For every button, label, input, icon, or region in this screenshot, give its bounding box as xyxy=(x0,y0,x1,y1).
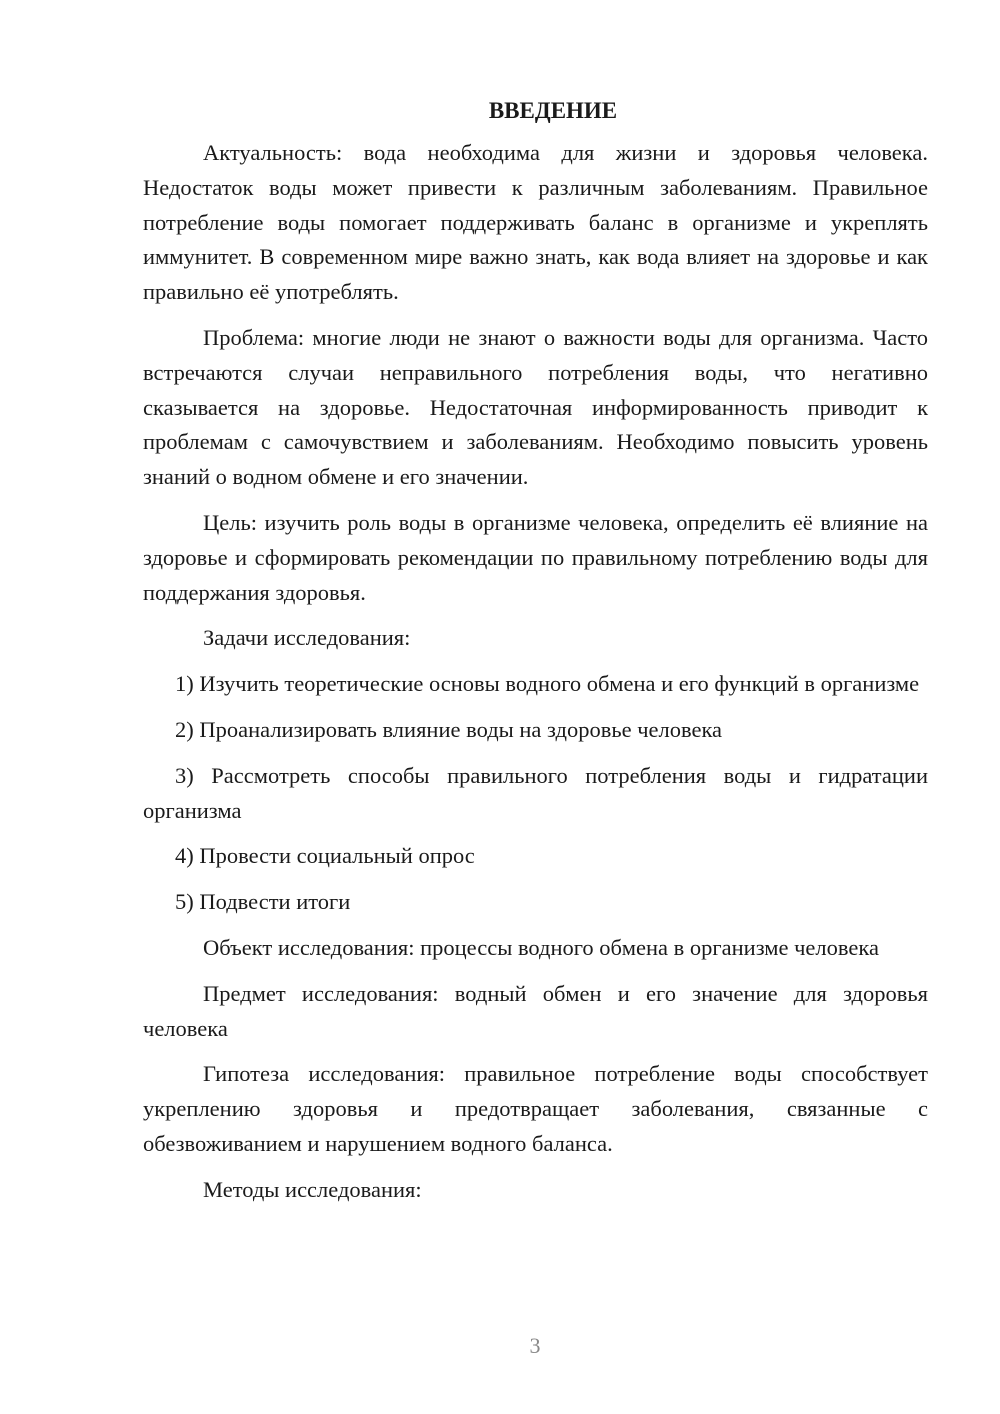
task-item-5: 5) Подвести итоги xyxy=(175,889,351,915)
section-title: ВВЕДЕНИЕ xyxy=(488,98,618,123)
task-item-1: 1) Изучить теоретические основы водного обмена и его функций в организме xyxy=(175,671,920,697)
paragraph-tasks-heading: Задачи исследования: xyxy=(203,625,411,651)
task-item-3: 3) Рассмотреть способы правильного потребления воды и гидратации организма xyxy=(143,762,928,823)
paragraph-subject: Предмет исследования: водный обмен и его значение для здоровья человека xyxy=(143,980,928,1041)
paragraph-relevance: Актуальность: вода необходима для жизни и здоровья человека. Недостаток воды может привести к различным заболеваниям. Правильное потребление воды помогает поддерживать баланс в организме и укреплять иммунитет. В современном мире важно знать, как вода влияет на здоровье и как правильно её употреблять. xyxy=(143,140,928,305)
paragraph-object: Объект исследования: процессы водного обмена в организме человека xyxy=(203,934,879,960)
paragraph-hypothesis: Гипотеза исследования: правильное потребление воды способствует укреплению здоровья и предотвращает заболевания, связанные с обезвоживанием и нарушением водного баланса. xyxy=(143,1061,928,1156)
paragraph-problem: Проблема: многие люди не знают о важности воды для организма. Часто встречаются случаи неправильного потребления воды, что негативно сказывается на здоровье. Недостаточная информированность приводит к проблемам с самочувствием и заболеваниям. Необходимо повысить уровень знаний о водном обмене и его значении. xyxy=(143,324,928,490)
paragraph-methods: Методы исследования: xyxy=(203,1176,422,1202)
task-item-4: 4) Провести социальный опрос xyxy=(175,843,475,869)
task-item-2: 2) Проанализировать влияние воды на здоровье человека xyxy=(175,716,723,742)
paragraph-goal: Цель: изучить роль воды в организме человека, определить её влияние на здоровье и сформировать рекомендации по правильному потреблению воды для поддержания здоровья. xyxy=(143,509,928,605)
page-number: 3 xyxy=(529,1333,541,1358)
